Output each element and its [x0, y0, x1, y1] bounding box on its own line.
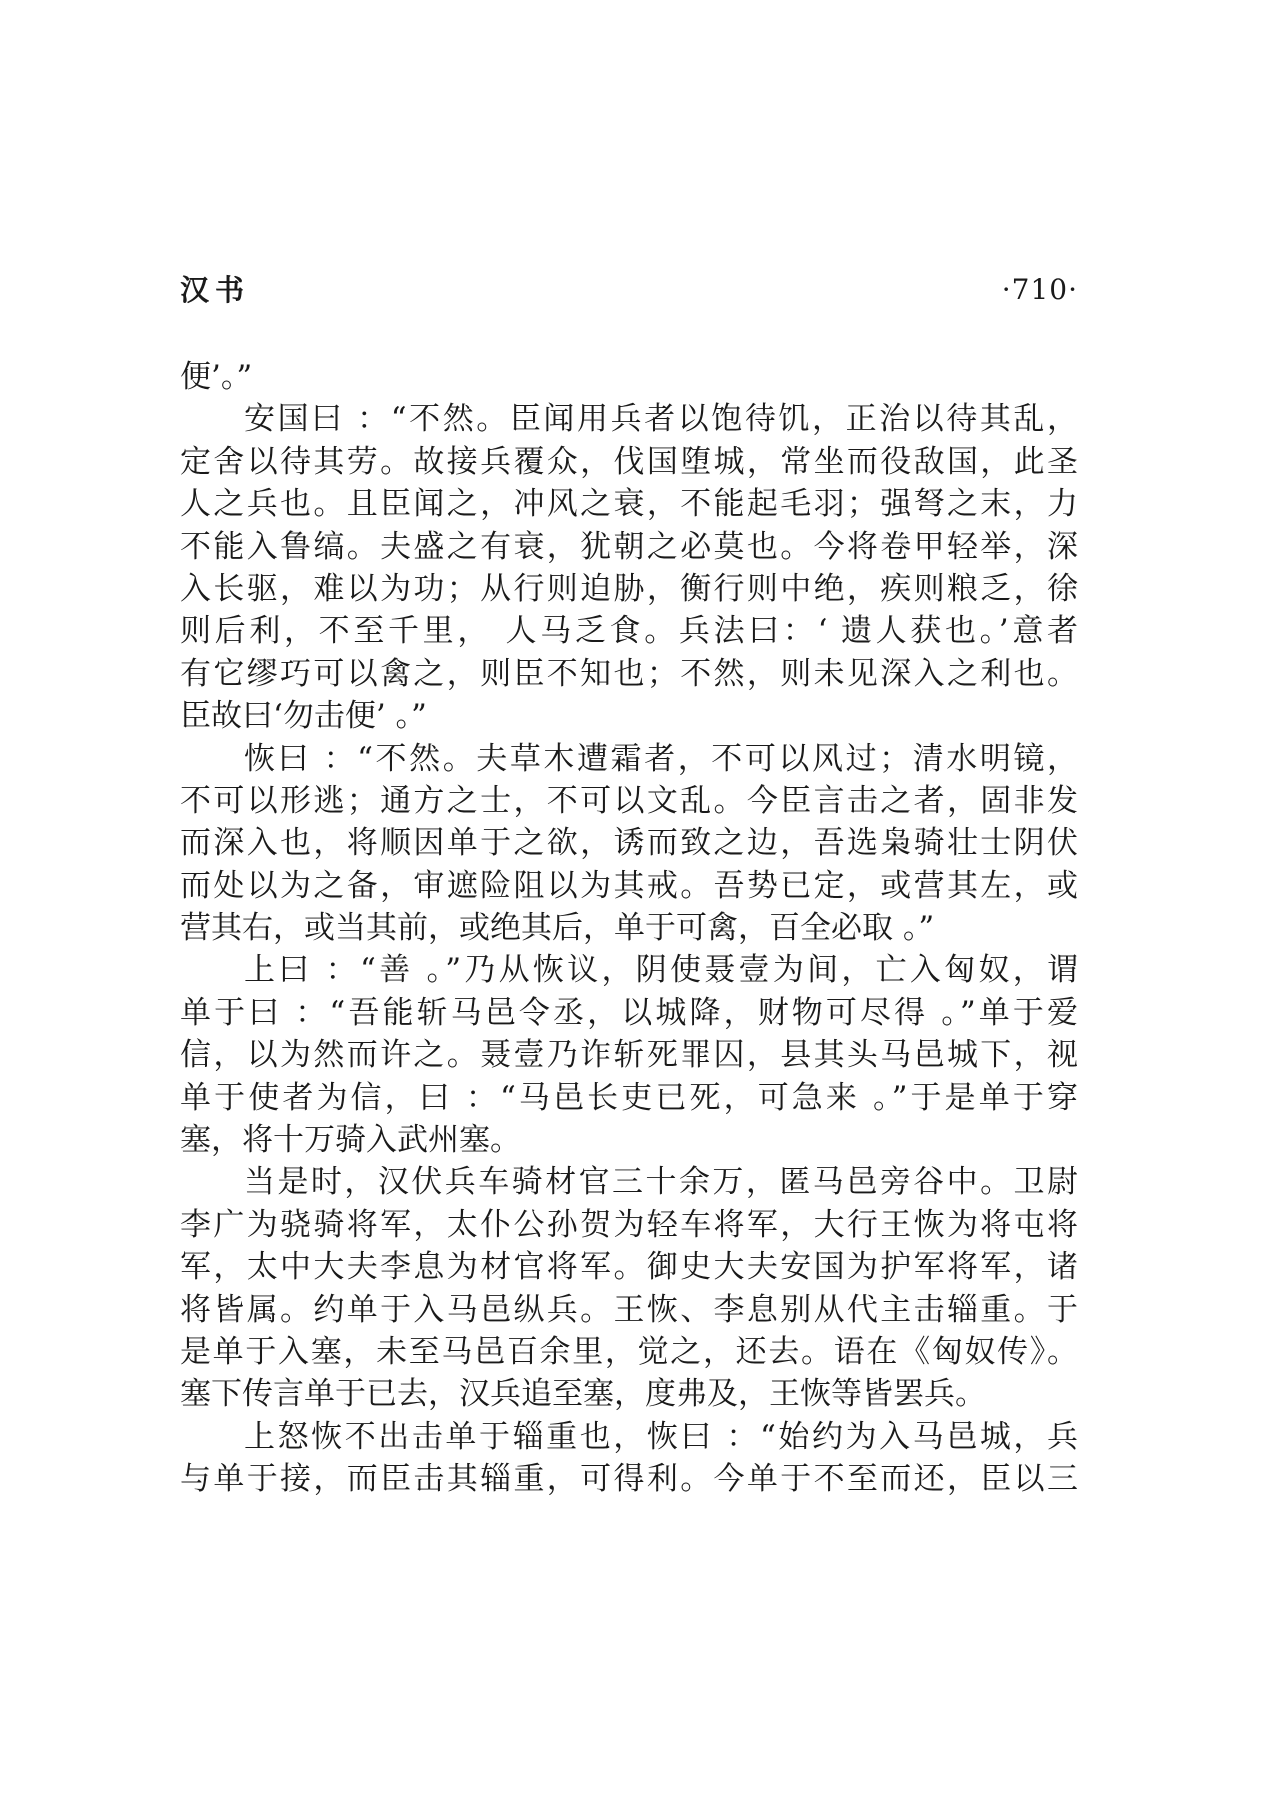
text-line: 不可以形逃；通方之士，不可以文乱。今臣言击之者，固非发 [180, 782, 1078, 819]
text-line: 人之兵也。且臣闻之，冲风之衰，不能起毛羽；强弩之末，力 [180, 486, 1078, 523]
text-line: 不能入鲁缟。夫盛之有衰，犹朝之必莫也。今将卷甲轻举，深 [180, 528, 1078, 565]
text-line: 有它缪巧可以禽之，则臣不知也；不然，则未见深入之利也。 [180, 655, 1078, 692]
text-line: 信，以为然而许之。聂壹乃诈斩死罪囚，县其头马邑城下，视 [180, 1037, 1078, 1074]
text-line: 定舍以待其劳。故接兵覆众，伐国堕城，常坐而役敌国，此圣 [180, 443, 1078, 480]
text-line: 入长驱，难以为功；从行则迫胁，衡行则中绝，疾则粮乏，徐 [180, 570, 1078, 607]
text-line: 营其右，或当其前，或绝其后，单于可禽，百全必取 。” [180, 910, 935, 947]
text-line: 军，太中大夫李息为材官将军。御史大夫安国为护军将军，诸 [180, 1249, 1078, 1286]
book-title: 汉书 [180, 273, 251, 307]
page-number: ·710· [1001, 273, 1078, 306]
text-line: 单于使者为信，曰 ：“马邑长吏已死，可急来 。”于是单于穿 [180, 1079, 1078, 1116]
text-line: 安国曰 ：“不然。臣闻用兵者以饱待饥，正治以待其乱， [244, 401, 1078, 438]
text-line: 与单于接，而臣击其辎重，可得利。今单于不至而还，臣以三 [180, 1461, 1078, 1498]
text-line: 塞下传言单于已去，汉兵追至塞，度弗及，王恢等皆罢兵。 [180, 1376, 986, 1413]
page-header [180, 268, 1078, 312]
text-line: 而深入也，将顺因单于之欲，诱而致之边，吾选枭骑壮士阴伏 [180, 825, 1078, 862]
text-line: 将皆属。约单于入马邑纵兵。王恢、李息别从代主击辎重。于 [180, 1291, 1078, 1328]
body-text [180, 356, 1078, 1501]
text-line: 臣故曰‘勿击便’ 。” [180, 698, 427, 735]
text-line: 则后利，不至千里， 人马乏食。兵法曰：‘ 遗人获也。’意者 [180, 613, 1078, 650]
text-line: 单于曰 ：“吾能斩马邑令丞，以城降，财物可尽得 。”单于爱 [180, 994, 1078, 1031]
text-line: 便’。” [180, 359, 253, 395]
text-line: 李广为骁骑将军，太仆公孙贺为轻车将军，大行王恢为将屯将 [180, 1206, 1078, 1243]
text-line: 是单于入塞，未至马邑百余里，觉之，还去。语在《匈奴传》。 [180, 1333, 1078, 1370]
text-line: 当是时，汉伏兵车骑材官三十余万，匿马邑旁谷中。卫尉 [244, 1164, 1078, 1201]
text-line: 塞，将十万骑入武州塞。 [180, 1122, 521, 1159]
text-line: 恢曰 ：“不然。夫草木遭霜者，不可以风过；清水明镜， [244, 740, 1078, 777]
text-line: 上曰 ：“善 。”乃从恢议，阴使聂壹为间，亡入匈奴，谓 [244, 952, 1078, 989]
text-line: 上怒恢不出击单于辎重也，恢曰 ：“始约为入马邑城，兵 [244, 1418, 1078, 1455]
text-line: 而处以为之备，审遮险阻以为其戒。吾势已定，或营其左，或 [180, 867, 1078, 904]
